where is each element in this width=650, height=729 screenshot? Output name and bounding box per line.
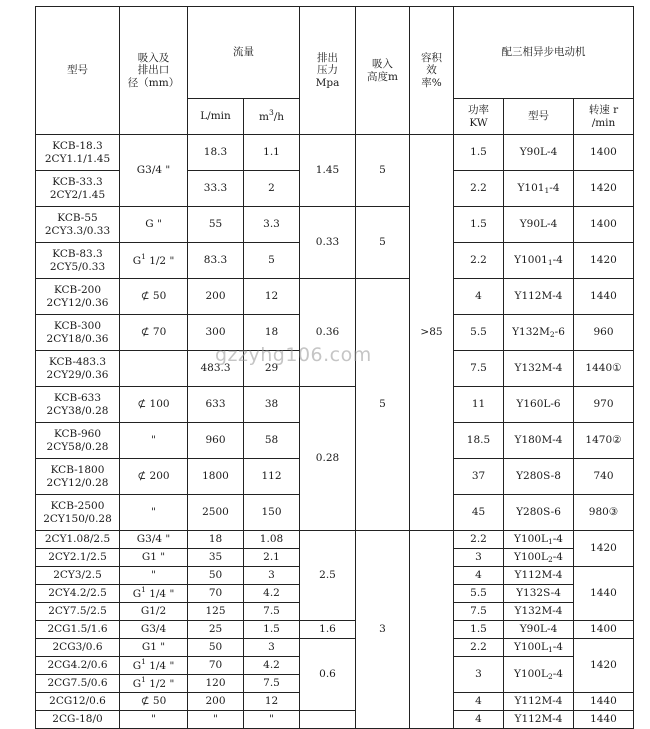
cell-motor-model: $Y1001_1-4$ [504,243,574,279]
cell-power: 2.2 [454,639,504,657]
cell-port: ⊄ 70 [120,315,188,351]
cell-flow-lmin: 200 [188,279,244,315]
cell-flow-lmin: 300 [188,315,244,351]
cell-power: 37 [454,459,504,495]
cell-suction: 5 [356,207,410,279]
cell-model: KCB-55 2CY3.3/0.33 [36,207,120,243]
cell-port [120,351,188,387]
cell-flow-m3h: 1.1 [244,135,300,171]
cell-speed: 1400 [574,207,634,243]
cell-speed: 1420 [574,243,634,279]
cell-flow-lmin: 35 [188,549,244,567]
cell-model: 2CY3/2.5 [36,567,120,585]
cell-flow-m3h: 150 [244,495,300,531]
cell-flow-lmin: 50 [188,567,244,585]
cell-port: $G^1$ 1/2 " [120,243,188,279]
cell-port: ⊄ 200 [120,459,188,495]
cell-suction: 5 [356,135,410,207]
cell-motor-model: Y112M-4 [504,279,574,315]
cell-port: " [120,711,188,729]
cell-model: KCB-633 2CY38/0.28 [36,387,120,423]
cell-power: 2.2 [454,171,504,207]
cell-power: 2.2 [454,243,504,279]
cell-model: 2CY1.08/2.5 [36,531,120,549]
cell-flow-lmin: " [188,711,244,729]
header-pressure: 排出 压力 Mpa [300,7,356,135]
cell-motor-model: Y112M-4 [504,693,574,711]
cell-pressure: 1.6 [300,621,356,639]
header-flow: 流量 [188,7,300,99]
table-row [36,711,634,729]
cell-flow-lmin: 25 [188,621,244,639]
cell-pressure: 0.28 [300,387,356,531]
cell-flow-lmin: 70 [188,585,244,603]
cell-power: 3 [454,657,504,693]
cell-model: 2CG3/0.6 [36,639,120,657]
cell-flow-lmin: 33.3 [188,171,244,207]
header-speed: 转速 r /min [574,99,634,135]
cell-port: ⊄ 50 [120,279,188,315]
cell-speed: 1470② [574,423,634,459]
cell-flow-lmin: 200 [188,693,244,711]
cell-power: 5.5 [454,315,504,351]
cell-motor-model: Y280S-6 [504,495,574,531]
cell-speed: 1420 [574,531,634,567]
cell-motor-model: $Y101_1-4$ [504,171,574,207]
cell-speed: 960 [574,315,634,351]
cell-model: KCB-2500 2CY150/0.28 [36,495,120,531]
cell-flow-m3h: 29 [244,351,300,387]
cell-flow-m3h: 12 [244,693,300,711]
cell-suction: 5 [356,279,410,531]
cell-flow-lmin: 18 [188,531,244,549]
cell-motor-model: Y180M-4 [504,423,574,459]
cell-flow-lmin: 1800 [188,459,244,495]
cell-power: 1.5 [454,621,504,639]
cell-model: 2CY4.2/2.5 [36,585,120,603]
cell-power: 1.5 [454,135,504,171]
cell-flow-lmin: 633 [188,387,244,423]
header-flow-lmin: L/min [188,99,244,135]
cell-motor-model: $Y100L_1-4$ [504,531,574,549]
cell-model: KCB-483.3 2CY29/0.36 [36,351,120,387]
cell-motor-model: Y160L-6 [504,387,574,423]
cell-port: G1 " [120,639,188,657]
cell-flow-m3h: 3 [244,567,300,585]
cell-model: KCB-83.3 2CY5/0.33 [36,243,120,279]
cell-model: KCB-200 2CY12/0.36 [36,279,120,315]
cell-port: G3/4 " [120,531,188,549]
cell-power: 11 [454,387,504,423]
cell-flow-m3h: 3.3 [244,207,300,243]
cell-flow-m3h: 18 [244,315,300,351]
cell-port: ⊄ 100 [120,387,188,423]
cell-flow-m3h: 7.5 [244,603,300,621]
cell-speed: 1400 [574,621,634,639]
cell-motor-model: $Y132M_2-6$ [504,315,574,351]
cell-model: KCB-960 2CY58/0.28 [36,423,120,459]
cell-motor-model: Y132M-4 [504,351,574,387]
pump-spec-table [35,6,634,729]
cell-port: " [120,495,188,531]
cell-efficiency [410,531,454,729]
cell-flow-m3h: 2.1 [244,549,300,567]
table-row [36,531,634,549]
cell-flow-lmin: 125 [188,603,244,621]
cell-speed: 1440 [574,693,634,711]
header-power: 功率 KW [454,99,504,135]
cell-pressure: 1.45 [300,135,356,207]
cell-power: 4 [454,567,504,585]
cell-flow-m3h: 38 [244,387,300,423]
cell-power: 5.5 [454,585,504,603]
cell-port: ⊄ 50 [120,693,188,711]
cell-model: 2CG7.5/0.6 [36,675,120,693]
cell-model: 2CG1.5/1.6 [36,621,120,639]
cell-flow-lmin: 483.3 [188,351,244,387]
cell-motor-model: Y132M-4 [504,603,574,621]
table-row [36,279,634,315]
cell-speed: 980③ [574,495,634,531]
cell-flow-lmin: 50 [188,639,244,657]
cell-motor-model: Y112M-4 [504,711,574,729]
cell-flow-lmin: 83.3 [188,243,244,279]
cell-port: G3/4 " [120,135,188,207]
cell-model: KCB-18.3 2CY1.1/1.45 [36,135,120,171]
cell-power: 3 [454,549,504,567]
cell-pressure: 0.6 [300,639,356,711]
watermark: gzzyhg106.com [215,344,372,366]
cell-power: 1.5 [454,207,504,243]
cell-model: 2CY2.1/2.5 [36,549,120,567]
cell-motor-model: Y90L-4 [504,135,574,171]
table-row [36,135,634,171]
header-motor-model: 型号 [504,99,574,135]
cell-flow-lmin: 70 [188,657,244,675]
header-port: 吸入及 排出口 径（mm） [120,7,188,135]
cell-flow-m3h: 3 [244,639,300,657]
cell-motor-model: Y90L-4 [504,621,574,639]
cell-flow-lmin: 120 [188,675,244,693]
cell-port: $G^1$ 1/4 " [120,657,188,675]
cell-power: 4 [454,279,504,315]
cell-pressure: 0.36 [300,279,356,387]
cell-flow-m3h: 1.5 [244,621,300,639]
cell-motor-model: $Y100L_2-4$ [504,657,574,693]
cell-flow-m3h: 7.5 [244,675,300,693]
cell-flow-m3h: 5 [244,243,300,279]
cell-power: 7.5 [454,351,504,387]
cell-power: 18.5 [454,423,504,459]
cell-pressure [300,711,356,729]
header-efficiency: 容积 效 率% [410,7,454,135]
header-model: 型号 [36,7,120,135]
cell-model: KCB-1800 2CY12/0.28 [36,459,120,495]
cell-port: " [120,423,188,459]
cell-flow-lmin: 18.3 [188,135,244,171]
cell-motor-model: Y132S-4 [504,585,574,603]
cell-port: G " [120,207,188,243]
cell-motor-model: $Y100L_1-4$ [504,639,574,657]
table-row [36,621,634,639]
cell-flow-m3h: 112 [244,459,300,495]
cell-flow-lmin: 55 [188,207,244,243]
cell-flow-m3h: 12 [244,279,300,315]
header-motor: 配三相异步电动机 [454,7,634,99]
cell-speed: 1440 [574,567,634,621]
table-row [36,207,634,243]
cell-flow-m3h: 4.2 [244,585,300,603]
cell-speed: 1400 [574,135,634,171]
cell-speed: 1440 [574,279,634,315]
cell-port: G3/4 [120,621,188,639]
table-row [36,387,634,423]
cell-speed: 1420 [574,171,634,207]
cell-model: KCB-300 2CY18/0.36 [36,315,120,351]
cell-flow-m3h: 2 [244,171,300,207]
cell-port: " [120,567,188,585]
cell-speed: 1420 [574,639,634,693]
header-flow-m3h: $m^3/h$ [244,99,300,135]
cell-pressure: 2.5 [300,531,356,621]
cell-flow-m3h: 58 [244,423,300,459]
cell-flow-m3h: 4.2 [244,657,300,675]
cell-flow-lmin: 2500 [188,495,244,531]
cell-port: $G^1$ 1/4 " [120,585,188,603]
cell-motor-model: Y90L-4 [504,207,574,243]
cell-port: $G^1$ 1/2 " [120,675,188,693]
cell-power: 2.2 [454,531,504,549]
cell-port: G1 " [120,549,188,567]
table-row [36,639,634,657]
cell-motor-model: Y112M-4 [504,567,574,585]
cell-port: G1/2 [120,603,188,621]
cell-efficiency: >85 [410,135,454,531]
cell-flow-lmin: 960 [188,423,244,459]
cell-model: 2CG-18/0 [36,711,120,729]
cell-motor-model: $Y100L_2-4$ [504,549,574,567]
cell-power: 4 [454,711,504,729]
cell-power: 45 [454,495,504,531]
cell-speed: 740 [574,459,634,495]
cell-suction: 3 [356,531,410,729]
header-suction: 吸入 高度m [356,7,410,135]
cell-pressure: 0.33 [300,207,356,279]
cell-power: 7.5 [454,603,504,621]
cell-speed: 1440 [574,711,634,729]
cell-power: 4 [454,693,504,711]
cell-flow-m3h: " [244,711,300,729]
cell-speed: 1440① [574,351,634,387]
cell-model: 2CG4.2/0.6 [36,657,120,675]
cell-speed: 970 [574,387,634,423]
cell-flow-m3h: 1.08 [244,531,300,549]
cell-motor-model: Y280S-8 [504,459,574,495]
cell-model: KCB-33.3 2CY2/1.45 [36,171,120,207]
cell-model: 2CY7.5/2.5 [36,603,120,621]
cell-model: 2CG12/0.6 [36,693,120,711]
